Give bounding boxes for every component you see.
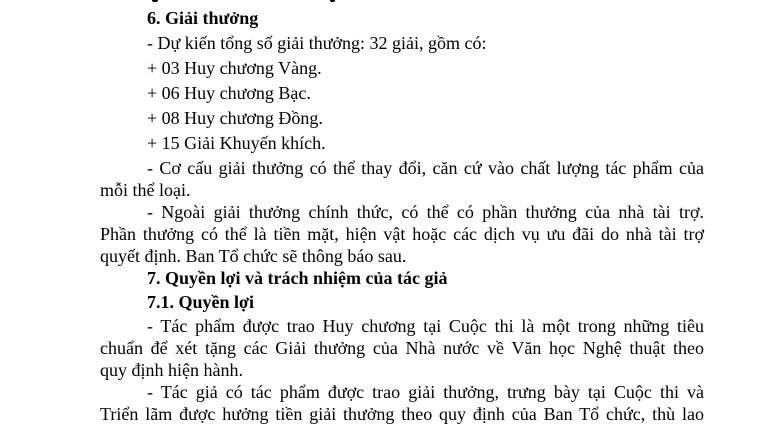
rights-line-2: chuẩn để xét tặng các Giải thưởng của Nhà nước về Văn học Nghệ thuật theo [100,338,704,358]
section-6-heading: 6. Giải thưởng [147,8,259,28]
section-7-1-heading: 7.1. Quyền lợi [147,292,254,312]
prize-structure-line-1: - Cơ cấu giải thưởng có thể thay đổi, căn cứ vào chất lượng tác phẩm của [147,158,704,178]
cropped-previous-line [100,0,704,4]
prize-item-silver: + 06 Huy chương Bạc. [147,83,311,103]
sponsor-line-1: - Ngoài giải thưởng chính thức, có thể có phần thưởng của nhà tài trợ. [147,202,704,222]
prize-structure-line-2: mỗi thể loại. [100,180,191,200]
author-award-line-1: - Tác giả có tác phẩm được trao giải thưởng, trưng bày tại Cuộc thi và [147,382,704,402]
prize-item-bronze: + 08 Huy chương Đồng. [147,108,323,128]
section-7-heading: 7. Quyền lợi và trách nhiệm của tác giả [147,268,448,288]
prize-item-gold: + 03 Huy chương Vàng. [147,58,322,78]
sponsor-line-3: quyết định. Ban Tổ chức sẽ thông báo sau. [100,246,407,266]
rights-line-3: quy định hiện hành. [100,360,243,380]
prize-total-line: - Dự kiến tổng số giải thưởng: 32 giải, gồm có: [147,33,487,53]
prize-item-encouragement: + 15 Giải Khuyến khích. [147,133,326,153]
author-award-line-2: Triển lãm được hưởng tiền giải thưởng theo quy định của Ban Tổ chức, thù lao [100,404,704,424]
rights-line-1: - Tác phẩm được trao Huy chương tại Cuộc thi là một trong những tiêu [147,316,704,336]
sponsor-line-2: Phần thưởng có thể là tiền mặt, hiện vật hoặc các dịch vụ ưu đãi do nhà tài trợ [100,224,704,244]
